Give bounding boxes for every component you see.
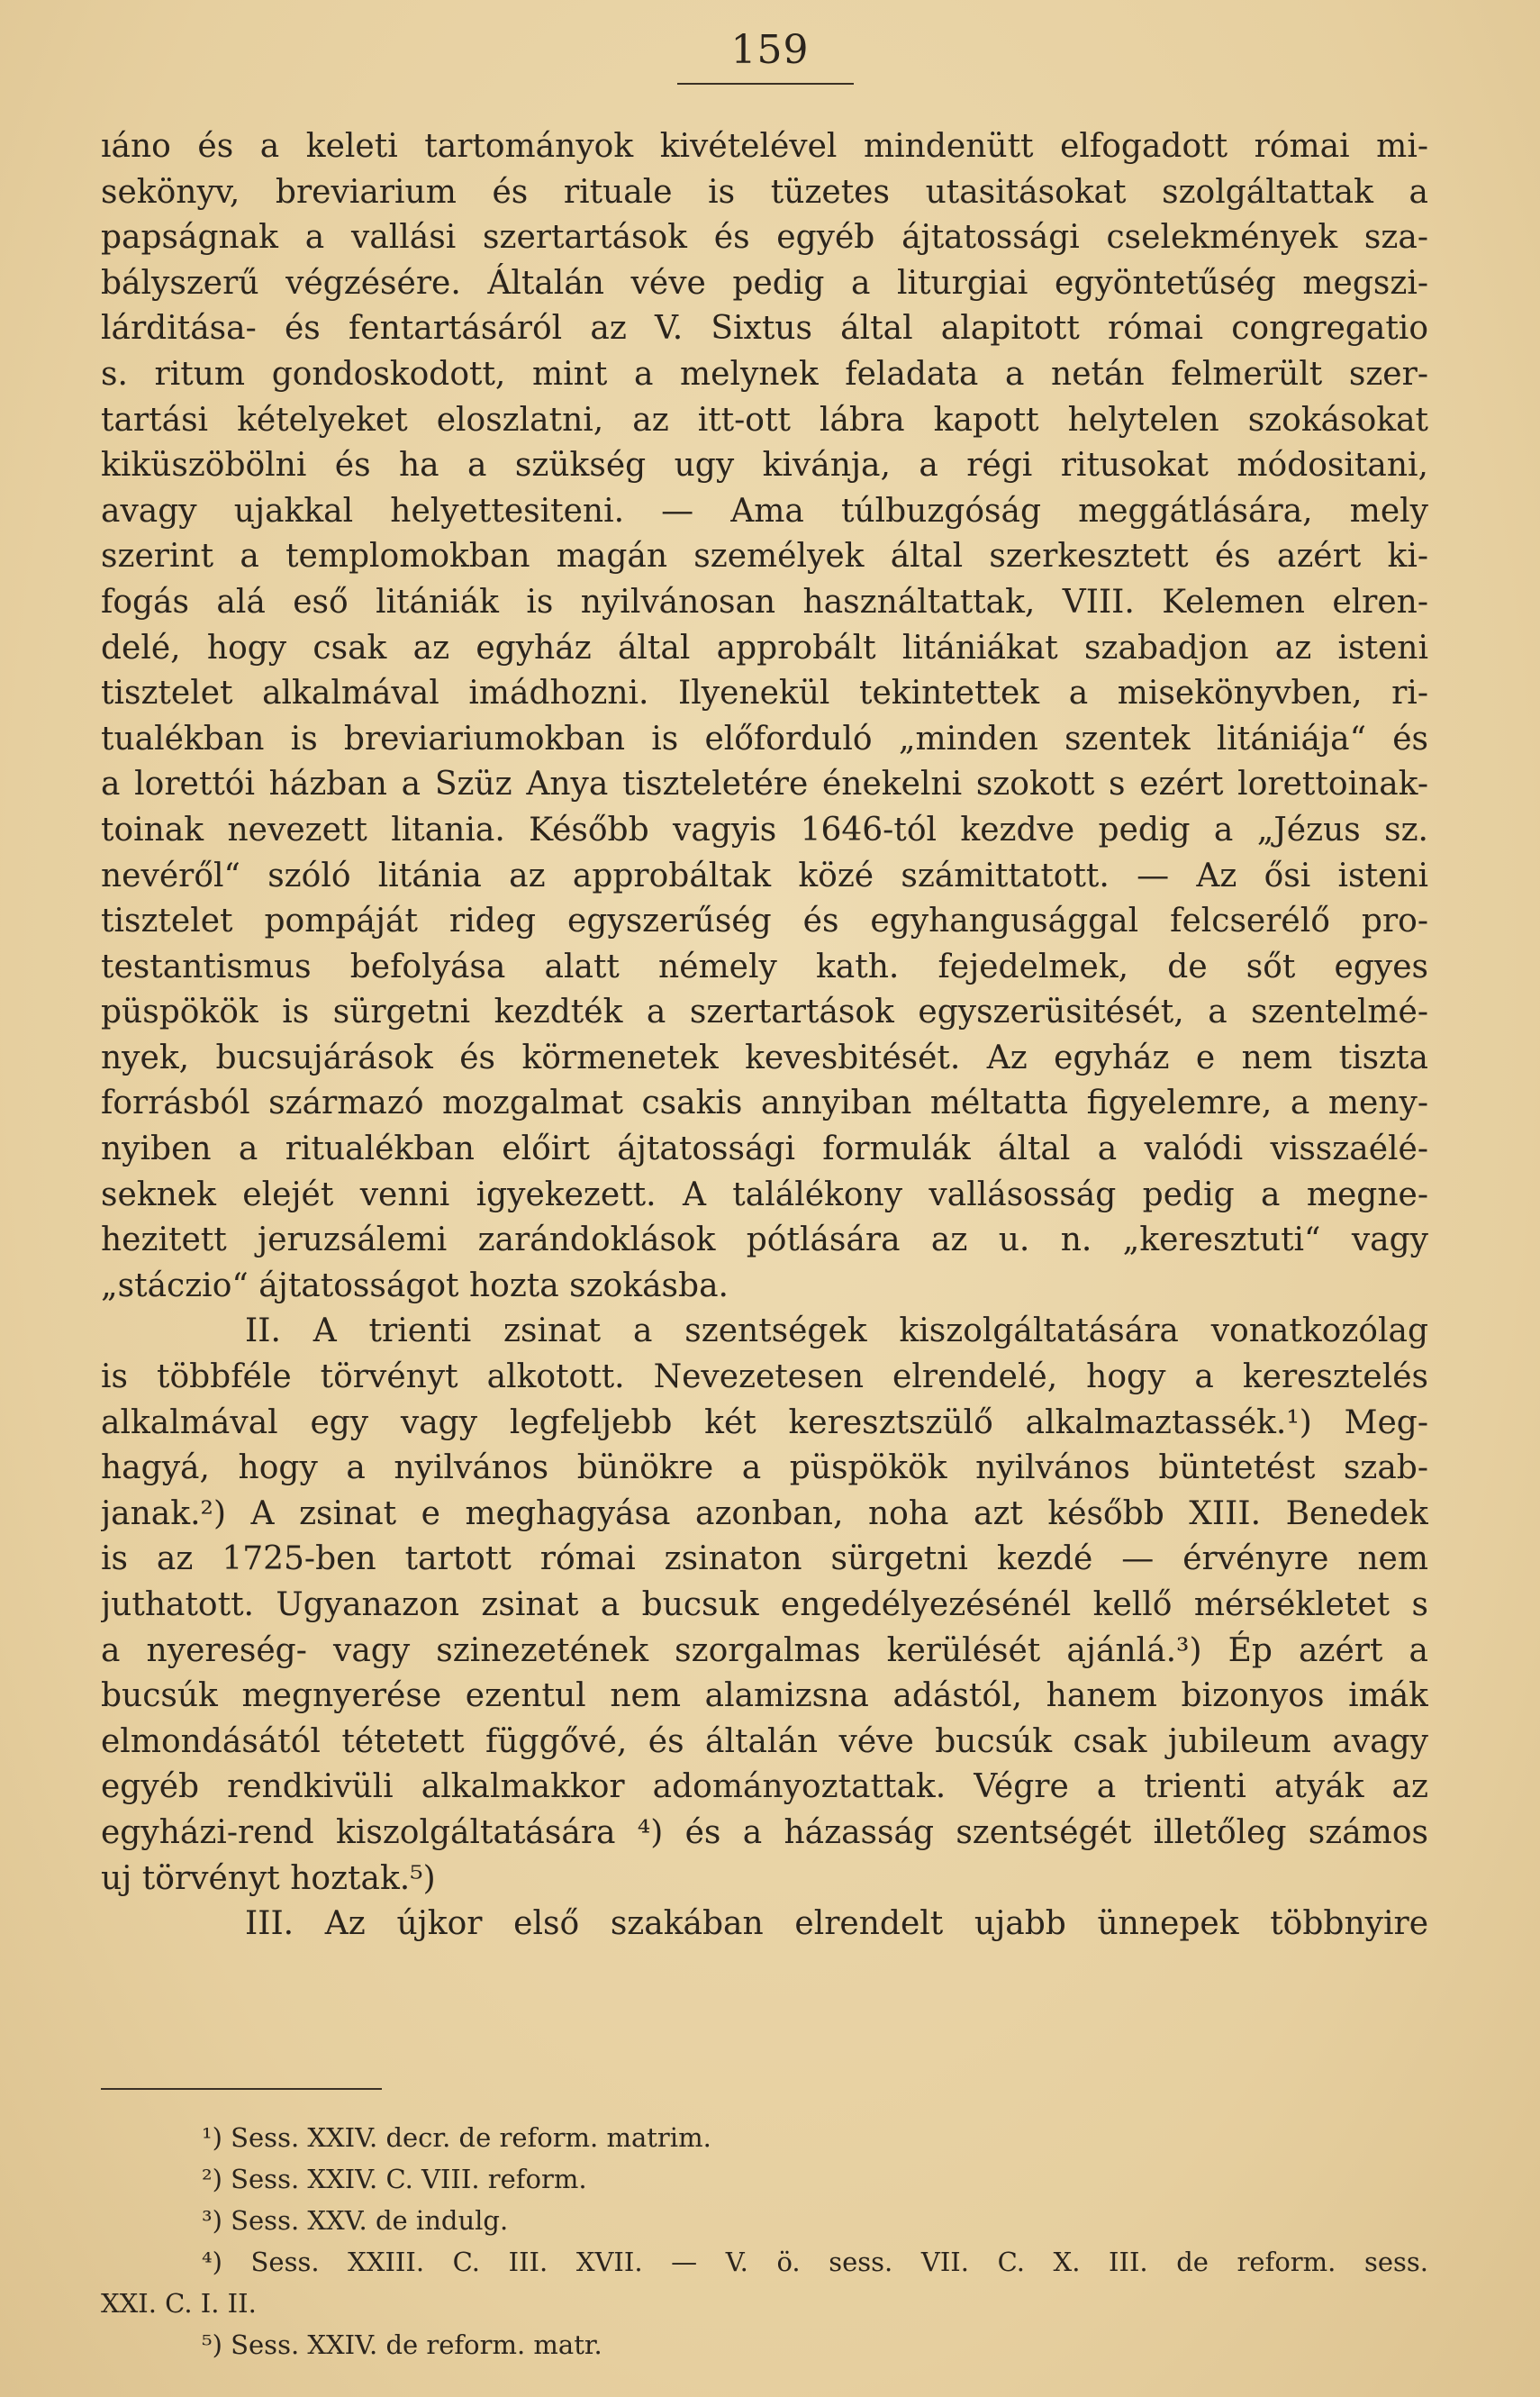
text-line: janak.²) A zsinat e meghagyása azonban, noha azt később XIII. Benedek	[101, 1494, 1428, 1532]
text-line: sekönyv, breviarium és rituale is tüzetes utasitásokat szolgáltattak a	[101, 173, 1428, 211]
text-line: kiküszöbölni és ha a szükség ugy kivánja, a régi ritusokat módositani,	[101, 447, 1428, 485]
text-line: avagy ujakkal helyettesiteni. — Ama túlbuzgóság meggátlására, mely	[101, 492, 1428, 530]
page-number: 159	[730, 27, 810, 73]
text-line: II. A trienti zsinat a szentségek kiszolgáltatására vonatkozólag	[245, 1312, 1428, 1350]
text-line: hezitett jeruzsálemi zarándoklások pótlására az u. n. „keresztuti“ vagy	[101, 1221, 1428, 1259]
text-line: toinak nevezett litania. Később vagyis 1646-tól kezdve pedig a „Jézus sz.	[101, 811, 1428, 849]
text-line: lárditása- és fentartásáról az V. Sixtus által alapitott római congregatio	[101, 310, 1428, 348]
text-line: a nyereség- vagy szinezetének szorgalmas kerülését ajánlá.³) Ép azért a	[101, 1631, 1428, 1669]
text-line: papságnak a vallási szertartások és egyéb ájtatossági cselekmények sza-	[101, 219, 1428, 257]
text-line: bályszerű végzésére. Általán véve pedig a liturgiai egyöntetűség megszi-	[101, 264, 1428, 302]
text-line: juthatott. Ugyanazon zsinat a bucsuk engedélyezésénél kellő mérsékletet s	[101, 1586, 1428, 1623]
footnotes	[101, 2117, 1428, 2365]
text-line: is az 1725-ben tartott római zsinaton sürgetni kezdé — érvényre nem	[101, 1540, 1428, 1578]
text-line: tartási kételyeket eloszlatni, az itt-ott lábra kapott helytelen szokásokat	[101, 401, 1428, 439]
footnote-rule	[101, 2088, 382, 2090]
text-line: fogás alá eső litániák is nyilvánosan használtattak, VIII. Kelemen elren-	[101, 583, 1428, 621]
text-line: forrásból származó mozgalmat csakis annyiban méltatta figyelemre, a meny-	[101, 1085, 1428, 1122]
body-text	[101, 124, 1428, 1948]
footnote: ²) Sess. XXIV. C. VIII. reform.	[202, 2164, 587, 2194]
text-line: testantismus befolyása alatt némely kath. fejedelmek, de sőt egyes	[101, 948, 1428, 985]
text-line: nyek, bucsujárások és körmenetek kevesbitését. Az egyház e nem tiszta	[101, 1039, 1428, 1076]
text-line: s. ritum gondoskodott, mint a melynek feladata a netán felmerült szer-	[101, 355, 1428, 393]
text-line: alkalmával egy vagy legfeljebb két keresztszülő alkalmaztassék.¹) Meg-	[101, 1403, 1428, 1441]
text-line: nyiben a ritualékban előirt ájtatossági formulák által a valódi visszaélé-	[101, 1130, 1428, 1168]
footnote: ¹) Sess. XXIV. decr. de reform. matrim.	[202, 2122, 711, 2153]
header-rule	[677, 83, 854, 85]
text-line: seknek elejét venni igyekezett. A találékony vallásosság pedig a megne-	[101, 1176, 1428, 1213]
text-line: delé, hogy csak az egyház által approbált litániákat szabadjon az isteni	[101, 629, 1428, 667]
footnote-continuation: XXI. C. I. II.	[101, 2288, 257, 2319]
footnote: ⁴) Sess. XXIII. C. III. XVII. — V. ö. sess. VII. C. X. III. de reform. sess.	[202, 2247, 1428, 2277]
text-line: egyéb rendkivüli alkalmakkor adományoztattak. Végre a trienti atyák az	[101, 1768, 1428, 1806]
text-line: tisztelet pompáját rideg egyszerűség és egyhangusággal felcserélő pro-	[101, 903, 1428, 940]
text-line: elmondásától tétetett függővé, és általán véve bucsúk csak jubileum avagy	[101, 1722, 1428, 1760]
text-line: ıáno és a keleti tartományok kivételével mindenütt elfogadott római mi-	[101, 128, 1428, 165]
text-line: püspökök is sürgetni kezdték a szertartások egyszerüsitését, a szentelmé-	[101, 994, 1428, 1031]
text-line: a lorettói házban a Szüz Anya tiszteletére énekelni szokott s ezért lorettoinak-	[101, 766, 1428, 804]
text-line: III. Az újkor első szakában elrendelt ujabb ünnepek többnyire	[245, 1905, 1428, 1943]
footnote: ⁵) Sess. XXIV. de reform. matr.	[202, 2329, 602, 2360]
text-line: tualékban is breviariumokban is előforduló „minden szentek litániája“ és	[101, 720, 1428, 758]
text-line: „stáczio“ ájtatosságot hozta szokásba.	[101, 1267, 729, 1304]
text-line: uj törvényt hoztak.⁵)	[101, 1859, 436, 1897]
text-line: tisztelet alkalmával imádhozni. Ilyenekül tekintettek a misekönyvben, ri-	[101, 675, 1428, 713]
text-line: hagyá, hogy a nyilvános bünökre a püspökök nyilvános büntetést szab-	[101, 1449, 1428, 1487]
text-line: egyházi-rend kiszolgáltatására ⁴) és a házasság szentségét illetőleg számos	[101, 1813, 1428, 1851]
text-line: bucsúk megnyerése ezentul nem alamizsna adástól, hanem bizonyos imák	[101, 1677, 1428, 1715]
footnote: ³) Sess. XXV. de indulg.	[202, 2205, 509, 2236]
text-line: szerint a templomokban magán személyek által szerkesztett és azért ki-	[101, 538, 1428, 576]
text-line: nevéről“ szóló litánia az approbáltak közé számittatott. — Az ősi isteni	[101, 857, 1428, 894]
text-line: is többféle törvényt alkotott. Nevezetesen elrendelé, hogy a keresztelés	[101, 1358, 1428, 1396]
